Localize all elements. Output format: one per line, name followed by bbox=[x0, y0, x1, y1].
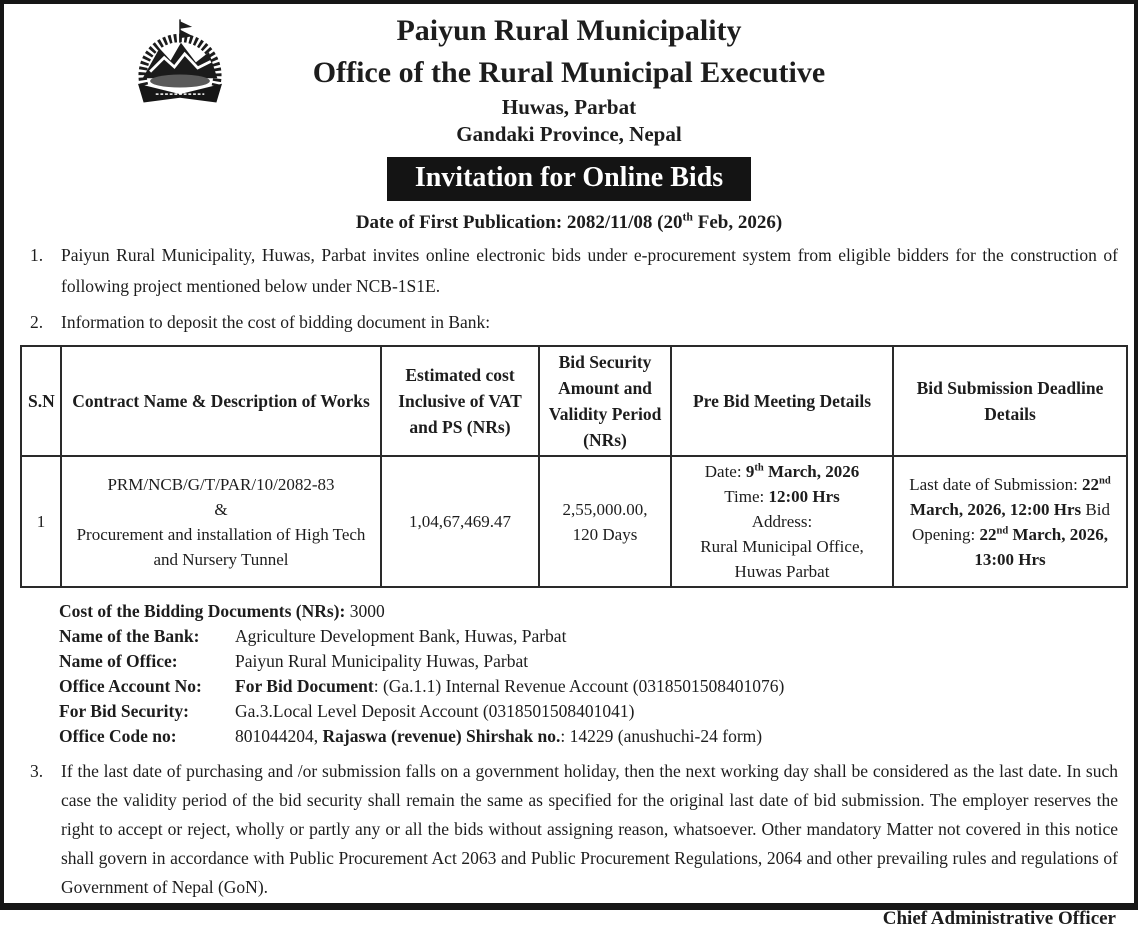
col-header-deadline: Bid Submission Deadline Details bbox=[893, 346, 1127, 456]
table-header-row bbox=[21, 346, 1127, 456]
deadline-opening-rest: March, 2026, 13:00 Hrs bbox=[974, 524, 1109, 569]
table-row bbox=[21, 456, 1127, 587]
contract-code: PRM/NCB/G/T/PAR/10/2082-83 bbox=[107, 474, 335, 494]
detail-bank-name bbox=[59, 624, 1118, 649]
item-1-number: 1. bbox=[30, 245, 44, 265]
code-label-colon: : bbox=[170, 726, 177, 746]
bid-details-table bbox=[20, 345, 1128, 588]
prebid-time-line bbox=[678, 484, 886, 509]
bid-security-validity: 120 Days bbox=[572, 524, 638, 544]
col-header-bid-security: Bid Security Amount and Validity Period (NRs) bbox=[539, 346, 671, 456]
cell-deadline bbox=[893, 456, 1127, 587]
document-header bbox=[20, 14, 1118, 235]
office-label bbox=[59, 649, 235, 674]
signatory-title: Chief Administrative Officer bbox=[882, 908, 1116, 929]
deadline-submission-day: 22 bbox=[1082, 474, 1100, 494]
cell-prebid-meeting bbox=[671, 456, 893, 587]
security-label-text: For Bid Security bbox=[59, 701, 184, 721]
item-3-text: If the last date of purchasing and /or submission falls on a government holiday, then the next working day shall be considered as the last date. In such case the validity period of the bid security shall remain the same as specified for the original last date of bid submission. The employer reserves the right to accept or reject, wholly or partly any or all the bids without assigning reason, whatsoever. Other mandatory Matter not covered in this notice shall govern in accordance with Public Procurement Act 2063 and Public Procurement Regulations, 2064 and other prevailing rules and regulations of Government of Nepal (GoN). bbox=[61, 761, 1118, 897]
cell-estimated-cost: 1,04,67,469.47 bbox=[381, 456, 539, 587]
col-header-contract: Contract Name & Description of Works bbox=[61, 346, 381, 456]
address-line-2: Gandaki Province, Nepal bbox=[456, 122, 682, 146]
code-label bbox=[59, 724, 235, 749]
cell-bid-security bbox=[539, 456, 671, 587]
office-label-colon: : bbox=[171, 651, 178, 671]
publication-date-text: Date of First Publication: 2082/11/08 (20 bbox=[355, 212, 683, 233]
item-2-number: 2. bbox=[30, 312, 44, 332]
security-label bbox=[59, 699, 235, 724]
detail-bid-security-account bbox=[59, 699, 1118, 724]
detail-office-name bbox=[59, 649, 1118, 674]
prebid-date-rest: March, 2026 bbox=[763, 462, 860, 481]
code-label-text: Office Code no bbox=[59, 726, 171, 746]
code-value-prefix: 801044204, bbox=[235, 726, 323, 746]
prebid-date-line bbox=[678, 459, 886, 484]
col-header-sn: S.N bbox=[21, 346, 61, 456]
office-label-text: Name of Office bbox=[59, 651, 172, 671]
office-name: Office of the Rural Municipal Executive bbox=[312, 56, 826, 89]
col-header-estimated-cost: Estimated cost Inclusive of VAT and PS (NRs) bbox=[381, 346, 539, 456]
deadline-opening-day: 22 bbox=[979, 524, 997, 544]
bid-security-amount: 2,55,000.00, bbox=[562, 499, 648, 519]
item-1-text: Paiyun Rural Municipality, Huwas, Parbat invites online electronic bids under e-procurement system from eligible bidders for the construction of following project mentioned below under NCB-1S1E. bbox=[61, 245, 1118, 296]
prebid-address-line-2: Huwas Parbat bbox=[734, 562, 830, 581]
notice-item-1 bbox=[20, 240, 1118, 302]
item-2-text: Information to deposit the cost of bidding document in Bank: bbox=[61, 312, 491, 332]
deadline-opening-ordinal: nd bbox=[996, 524, 1009, 536]
prebid-date-label: Date: bbox=[704, 462, 746, 481]
nepal-government-emblem-icon bbox=[124, 18, 236, 116]
contract-ampersand: & bbox=[214, 499, 228, 519]
code-value-bold: Rajaswa (revenue) Shirshak no. bbox=[322, 726, 561, 746]
notice-item-2 bbox=[20, 307, 1118, 338]
detail-office-account bbox=[59, 674, 1118, 699]
bidding-details-section bbox=[59, 599, 1118, 749]
cost-value: 3000 bbox=[345, 601, 385, 621]
account-label: Office Account No: bbox=[59, 676, 202, 696]
address-line-1: Huwas, Parbat bbox=[501, 95, 637, 119]
code-value-rest: : 14229 (anushuchi-24 form) bbox=[560, 726, 763, 746]
account-value bbox=[235, 674, 784, 699]
cell-contract bbox=[61, 456, 381, 587]
prebid-time-value: 12:00 Hrs bbox=[768, 487, 840, 506]
prebid-address-label: Address: bbox=[751, 512, 813, 531]
prebid-time-label: Time: bbox=[724, 487, 769, 506]
cell-sn: 1 bbox=[21, 456, 61, 587]
cost-label: Cost of the Bidding Documents (NRs): bbox=[59, 601, 346, 621]
contract-description: Procurement and installation of High Tech and Nursery Tunnel bbox=[76, 524, 366, 569]
prebid-date-day: 9 bbox=[745, 462, 755, 481]
deadline-submission-rest: March, 2026, 12:00 Hrs bbox=[910, 499, 1086, 519]
col-header-prebid-meeting: Pre Bid Meeting Details bbox=[671, 346, 893, 456]
office-value: Paiyun Rural Municipality Huwas, Parbat bbox=[235, 651, 529, 671]
detail-office-code bbox=[59, 724, 1118, 749]
publication-date-ordinal: th bbox=[682, 210, 693, 224]
notice-title-banner: Invitation for Online Bids bbox=[387, 157, 751, 201]
deadline-submission-label: Last date of Submission: bbox=[909, 474, 1083, 494]
prebid-date-value bbox=[746, 462, 859, 481]
account-value-bold: For Bid Document bbox=[235, 676, 374, 696]
item-3-number: 3. bbox=[30, 761, 44, 781]
prebid-address-line-1: Rural Municipal Office, bbox=[700, 537, 864, 556]
prebid-date-ordinal: th bbox=[754, 462, 764, 474]
publication-date-suffix: Feb, 2026) bbox=[692, 212, 783, 233]
deadline-submission-ordinal: nd bbox=[1099, 474, 1111, 486]
detail-cost-of-documents bbox=[59, 599, 1118, 624]
notice-item-3 bbox=[20, 757, 1118, 902]
bank-label: Name of the Bank: bbox=[59, 626, 200, 646]
account-value-rest: : (Ga.1.1) Internal Revenue Account (0318501508401076) bbox=[373, 676, 785, 696]
organization-name: Paiyun Rural Municipality bbox=[396, 14, 742, 47]
deadline-opening-value bbox=[974, 525, 1108, 569]
security-label-colon: : bbox=[183, 701, 189, 721]
security-value: Ga.3.Local Level Deposit Account (0318501508401041) bbox=[235, 701, 635, 721]
bank-value: Agriculture Development Bank, Huwas, Parbat bbox=[235, 626, 567, 646]
code-value bbox=[235, 724, 762, 749]
deadline-opening-label: Bid Opening: bbox=[911, 499, 1110, 544]
publication-date bbox=[20, 211, 1118, 235]
